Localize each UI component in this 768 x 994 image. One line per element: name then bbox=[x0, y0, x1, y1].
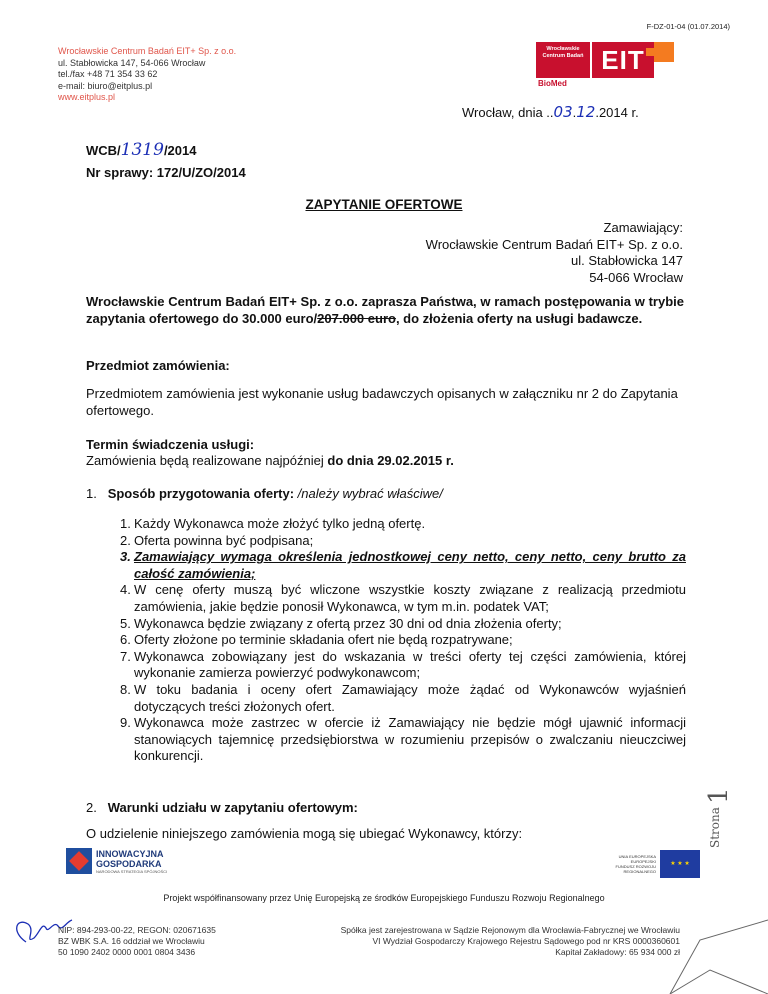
logo-small-text: Wrocławskie Centrum Badań bbox=[536, 42, 590, 78]
place-date: Wrocław, dnia ..03.12.2014 r. bbox=[462, 103, 639, 121]
email: e-mail: biuro@eitplus.pl bbox=[58, 80, 153, 91]
document-code: F-DZ-01-04 (01.07.2014) bbox=[646, 22, 730, 31]
eu-flag-icon: ★ ★ ★ bbox=[660, 850, 700, 878]
section2-heading: 2. Warunki udziału w zapytaniu ofertowym: bbox=[86, 800, 358, 815]
address-line: ul. Stabłowicka 147, 54-066 Wrocław bbox=[58, 57, 206, 68]
logo-biomed: BioMed bbox=[538, 79, 567, 88]
list-item: 9. Wykonawca może zastrzec w ofercie iż Zamawiający nie będzie mógł ujawnić informacji stanowiących tajemnicę przedsiębiorstwa w rozumieniu przepisów o zwalczaniu nieuczciwej konkurencji. bbox=[120, 715, 686, 764]
term-text: Zamówienia będą realizowane najpóźniej do dnia 29.02.2015 r. bbox=[86, 453, 454, 468]
eit-logo bbox=[536, 40, 686, 88]
list-item: 8. W toku badania i oceny ofert Zamawiający może żądać od Wykonawców wyjaśnień dotyczących treści złożonych ofert. bbox=[120, 681, 686, 714]
section1-heading: 1. Sposób przygotowania oferty: /należy wybrać właściwe/ bbox=[86, 486, 443, 501]
subject-text: Przedmiotem zamówienia jest wykonanie usług badawczych opisanych w załączniku nr 2 do Zapytania ofertowego. bbox=[86, 386, 678, 418]
corner-decoration bbox=[610, 900, 768, 994]
section2-text: O udzielenie niniejszego zamówienia mogą się ubiegać Wykonawcy, którzy: bbox=[86, 826, 523, 841]
date-prefix: Wrocław, dnia .. bbox=[462, 105, 554, 120]
date-day: 03 bbox=[553, 103, 573, 121]
list-item: 1. Każdy Wykonawca może złożyć tylko jedną ofertę. bbox=[120, 516, 426, 531]
handwritten-ref: 1319 bbox=[120, 140, 164, 160]
letterhead-address bbox=[58, 46, 236, 104]
footer-left: NIP: 894-293-00-22, REGON: 020671635 BZ WBK S.A. 16 oddział we Wrocławiu 50 1090 2402 0000 0001 0804 3436 bbox=[58, 925, 216, 957]
logo-eit-text: EIT bbox=[592, 42, 654, 78]
list-item: 3. Zamawiający wymaga określenia jednostkowej ceny netto, ceny netto, ceny brutto za całość zamówienia; bbox=[120, 549, 686, 581]
term-deadline: do dnia 29.02.2015 r. bbox=[327, 453, 454, 468]
org-name: Wrocławskie Centrum Badań EIT+ Sp. z o.o. bbox=[58, 46, 237, 56]
eu-logo: UNIA EUROPEJSKA EUROPEJSKI FUNDUSZ ROZWOJU REGIONALNEGO ★ ★ ★ bbox=[612, 850, 692, 878]
reference-number: WCB/1319/2014 bbox=[86, 140, 197, 160]
ordering-party: Zamawiający: Wrocławskie Centrum Badań EIT+ Sp. z o.o. ul. Stabłowicka 147 54-066 Wrocław bbox=[425, 220, 683, 285]
struck-amount: 207.000 euro bbox=[317, 310, 396, 326]
list-item: 6. Oferty złożone po terminie składania ofert nie będą rozpatrywane; bbox=[120, 632, 513, 648]
page-number-label: Strona 1 bbox=[704, 787, 734, 848]
list-item: 4. W cenę oferty muszą być wliczone wszystkie koszty związane z realizacją przedmiotu zamówienia, jakie będzie ponosił Wykonawca, w tym m.in. podatek VAT; bbox=[120, 582, 686, 614]
phone: tel./fax +48 71 354 33 62 bbox=[58, 69, 158, 79]
case-number: Nr sprawy: 172/U/ZO/2014 bbox=[86, 165, 246, 180]
date-suffix: .2014 r. bbox=[595, 105, 639, 120]
list-item: 7. Wykonawca zobowiązany jest do wskazania w treści oferty tej części zamówienia, której wykonanie zamierza powierzyć podwykonawcom; bbox=[120, 648, 686, 681]
offer-rules-list bbox=[120, 516, 686, 765]
project-note: Projekt współfinansowany przez Unię Europejską ze środków Europejskiego Funduszu Rozwoju Regionalnego bbox=[163, 893, 605, 903]
list-item: 5. Wykonawca będzie związany z ofertą przez 30 dni od dnia złożenia oferty; bbox=[120, 615, 562, 631]
date-month: 12 bbox=[576, 103, 596, 121]
term-heading: Termin świadczenia usługi: bbox=[86, 437, 255, 452]
innowacyjna-gospodarka-logo: INNOWACYJNA GOSPODARKA NARODOWA STRATEGIA SPÓJNOŚCI bbox=[66, 848, 206, 876]
subject-heading: Przedmiot zamówienia: bbox=[86, 358, 230, 373]
list-item: 2. Oferta powinna być podpisana; bbox=[120, 532, 314, 548]
logo-plus-icon bbox=[654, 42, 674, 62]
invitation-paragraph: Wrocławskie Centrum Badań EIT+ Sp. z o.o. zaprasza Państwa, w ramach postępowania w trybie zapytania ofertowego do 30.000 euro/207.000 euro, do złożenia oferty na usługi badawcze. bbox=[86, 294, 684, 326]
footer-right: Spółka jest zarejestrowana w Sądzie Rejonowym dla Wrocławia-Fabrycznej we Wrocławiu VI Wydział Gospodarczy Krajowego Rejestru Sądowego pod nr KRS 0000360601 Kapitał Zakładowy: 65 934 000 zł bbox=[340, 925, 680, 957]
document-title: ZAPYTANIE OFERTOWE bbox=[305, 197, 463, 212]
website-link[interactable]: www.eitplus.pl bbox=[58, 92, 116, 102]
